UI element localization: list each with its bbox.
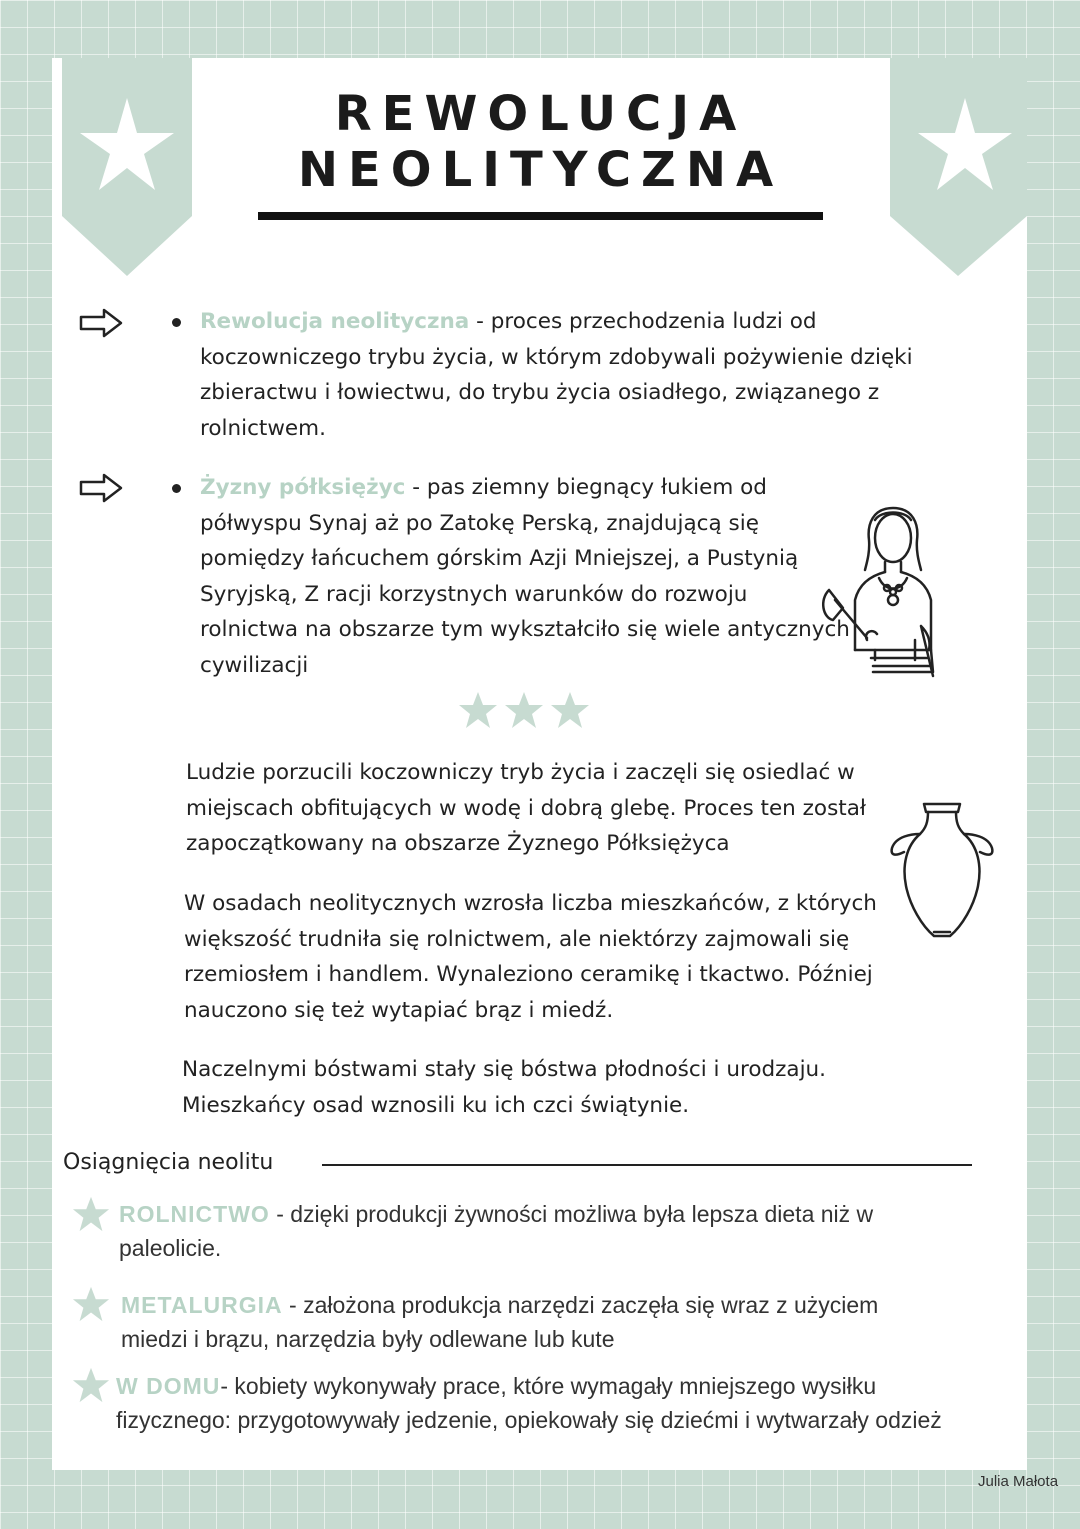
achievements-heading: Osiągnięcia neolitu [63, 1150, 274, 1175]
title-block [193, 58, 888, 238]
paragraph-settlements: W osadach neolitycznych wzrosła liczba mieszkańców, z których większość trudniła się rolnictwem, ale niektórzy zajmowali się rzemiosłem i handlem. Wynaleziono ceramikę i tkactwo. Później nauczono się też wytapiać brąz i miedź. [184, 891, 877, 1023]
achievement-metallurgy [121, 1288, 951, 1356]
definition-neolithic-revolution [200, 304, 920, 446]
star-icon [72, 1195, 110, 1233]
achievement-home [116, 1369, 976, 1437]
definition-term: Żyzny półksiężyc [200, 475, 406, 500]
definition-text: - proces przechodzenia ludzi od koczowniczego trybu życia, w którym zdobywali pożywienie dzięki zbieractwu i łowiectwu, do trybu życia osiadłego, związanego z rolnictwem. [200, 309, 913, 441]
star-icon [72, 1285, 110, 1323]
author-credit: Julia Małota [978, 1473, 1059, 1490]
definition-term: Rewolucja neolityczna [200, 309, 470, 334]
achievement-label: ROLNICTWO [119, 1201, 270, 1227]
definition-text: - pas ziemny biegnący łukiem od półwyspu Synaj aż po Zatokę Perską, znajdującą się pomiędzy łańcuchem górskim Azji Mniejszej, a Pustynią Syryjską, Z racji korzystnych warunków do rozwoju rolnictwa na obszarze tym wykształciło się wiele antycznych cywilizacji [200, 475, 850, 678]
achievement-text: - kobiety wykonywały prace, które wymagały mniejszego wysiłku fizycznego: przygotowywały jedzenie, opiekowały się dziećmi i wytwarzały odzież [116, 1373, 942, 1433]
star-icon [72, 1366, 110, 1404]
arrow-right-icon [78, 307, 124, 339]
star-icon [551, 692, 589, 728]
achievement-text: - założona produkcja narzędzi zaczęła się wraz z użyciem miedzi i brązu, narzędzia były odlewane lub kute [121, 1292, 879, 1352]
paragraph-deities: Naczelnymi bóstwami stały się bóstwa płodności i urodzaju. Mieszkańcy osad wznosili ku ich czci świątynie. [182, 1057, 827, 1118]
warrior-illustration [815, 500, 965, 685]
achievement-agriculture [119, 1197, 959, 1265]
star-icon [505, 692, 543, 728]
decorative-stars [458, 690, 590, 730]
definition-fertile-crescent [200, 470, 850, 683]
left-ribbon [62, 58, 192, 278]
achievement-text: - dzięki produkcji żywności możliwa była lepsza dieta niż w paleolicie. [119, 1201, 874, 1261]
star-icon [459, 692, 497, 728]
paragraph-settlement: Ludzie porzucili koczowniczy tryb życia i zaczęli się osiedlać w miejscach obfitujących w wodę i dobrą glebę. Proces ten został zapoczątkowany na obszarze Żyznego Półksiężyca [186, 760, 867, 856]
bullet-dot [172, 318, 181, 327]
achievement-label: W DOMU [116, 1373, 221, 1399]
right-ribbon [890, 58, 1027, 278]
title-line-1: REWOLUCJA [334, 86, 747, 142]
achievements-rule [322, 1164, 972, 1166]
title-line-2: NEOLITYCZNA [297, 142, 784, 198]
bullet-dot [172, 484, 181, 493]
title-underline [258, 212, 823, 220]
arrow-right-icon [78, 472, 124, 504]
achievement-label: METALURGIA [121, 1292, 283, 1318]
